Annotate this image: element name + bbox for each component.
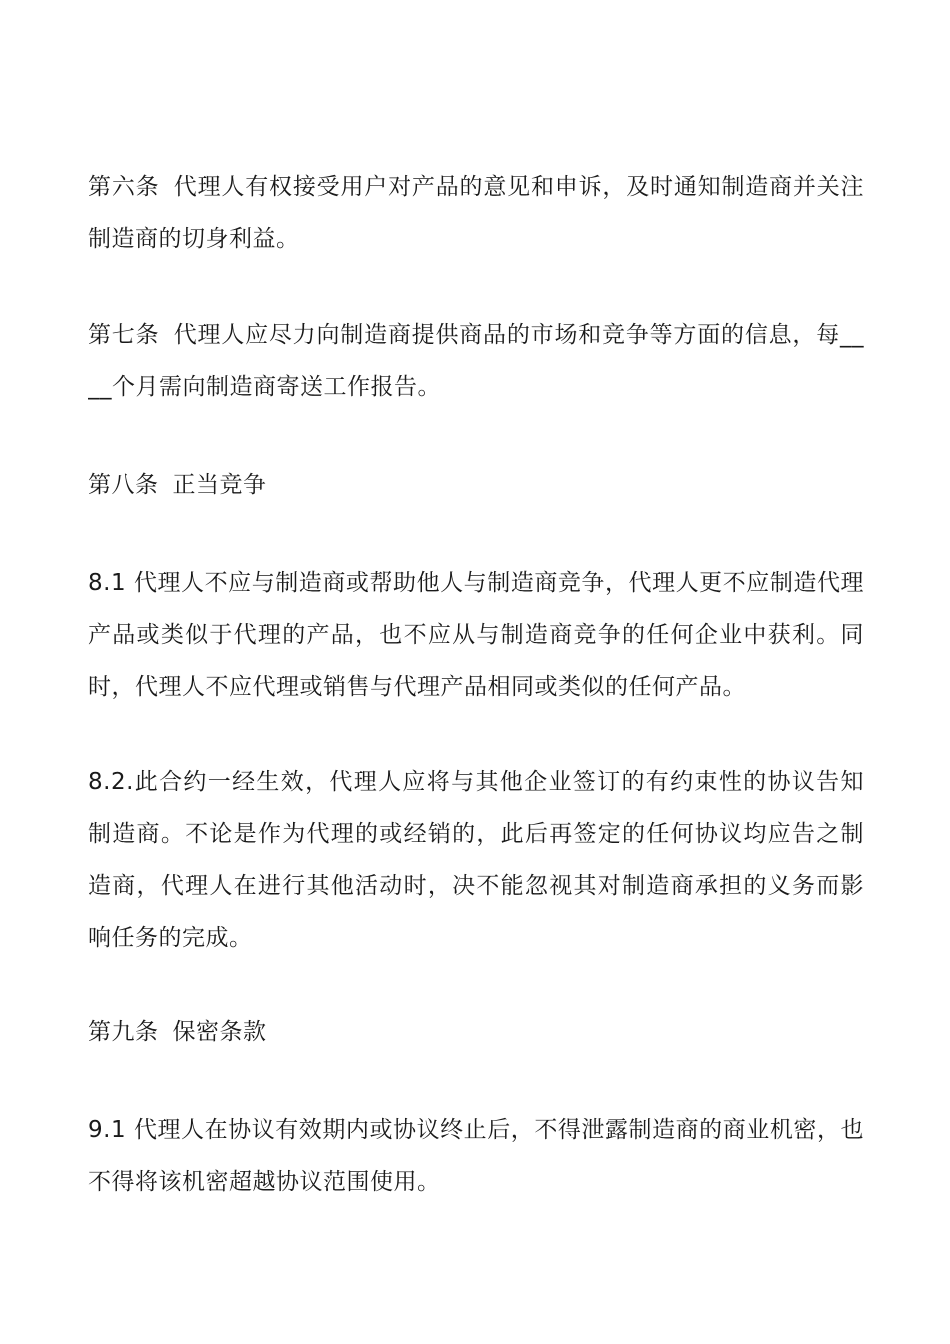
clause-9-1-line-1: 9.1 代理人在协议有效期内或协议终止后，不得泄露制造商的商业机密，也 [88,1117,864,1143]
article-8-title: 正当竞争 [172,472,267,498]
clause-8-2-line-2: 制造商。不论是作为代理的或经销的，此后再签定的任何协议均应告之制 [88,821,864,847]
article-7 [88,309,864,413]
article-6-text-1: 代理人有权接受用户对产品的意见和申诉，及时通知制造商并关注 [173,174,864,200]
article-7-line-2: __个月需向制造商寄送工作报告。 [88,374,441,400]
article-7-text-1: 代理人应尽力向制造商提供商品的市场和竞争等方面的信息，每__ [173,322,864,348]
article-6 [88,161,864,265]
clause-8-2-line-4: 响任务的完成。 [88,925,253,951]
clause-9-1-line-2: 不得将该机密超越协议范围使用。 [88,1169,441,1195]
clause-8-2-line-1: 8.2.此合约一经生效，代理人应将与其他企业签订的有约束性的协议告知 [88,769,864,795]
article-9-heading [88,1006,267,1058]
clause-8-1-line-1: 8.1 代理人不应与制造商或帮助他人与制造商竞争，代理人更不应制造代理 [88,570,864,596]
article-9-title: 保密条款 [172,1019,267,1045]
article-6-line-1 [88,161,864,213]
clause-8-2-line-3: 造商，代理人在进行其他活动时，决不能忽视其对制造商承担的义务而影 [88,873,864,899]
clause-8-1-line-3: 时，代理人不应代理或销售与代理产品相同或类似的任何产品。 [88,674,746,700]
article-6-line-2: 制造商的切身利益。 [88,226,300,252]
clause-8-2 [88,756,864,964]
article-7-label: 第七条 [88,322,160,348]
article-8-label: 第八条 [88,472,159,498]
clause-9-1 [88,1104,864,1208]
article-7-line-1 [88,309,864,361]
article-6-label: 第六条 [88,174,160,200]
clause-8-1 [88,557,864,713]
clause-8-1-line-2: 产品或类似于代理的产品，也不应从与制造商竞争的任何企业中获利。同 [88,622,864,648]
article-9-label: 第九条 [88,1019,159,1045]
article-8-heading [88,459,267,511]
